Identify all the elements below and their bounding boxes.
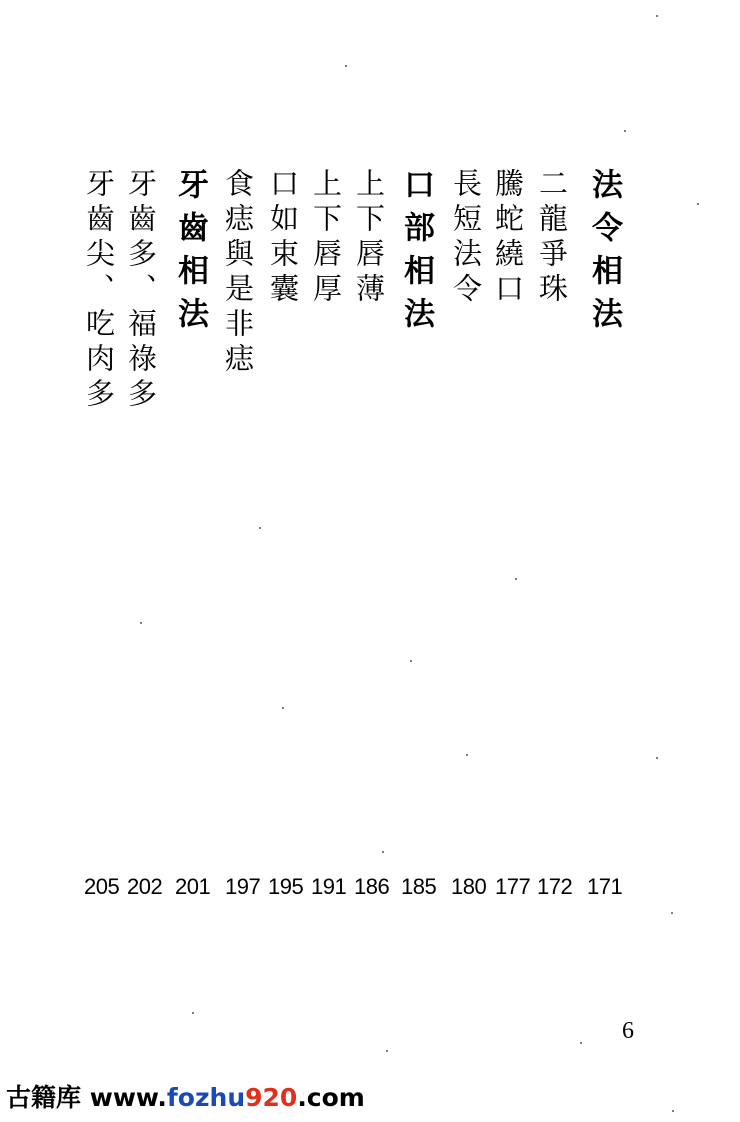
toc-heading-teeth: 牙齒相法 [172, 168, 208, 340]
toc-entry: 騰蛇繞口 [491, 168, 525, 308]
scan-speck [345, 65, 347, 67]
toc-entry: 口如束囊 [266, 168, 300, 308]
toc-page-number: 172 [537, 874, 573, 899]
toc-entry: 二龍爭珠 [535, 168, 569, 308]
scan-speck [382, 851, 384, 853]
url-part1: fozhu [166, 1083, 246, 1112]
toc-entry: 上下唇薄 [352, 168, 386, 308]
watermark-label: 古籍库 [6, 1083, 82, 1112]
toc-entry: 牙齒尖、吃肉多 [82, 168, 116, 413]
scan-speck [671, 912, 673, 914]
url-part2: 920 [245, 1083, 298, 1112]
scan-speck [515, 578, 517, 580]
scan-speck [672, 1110, 674, 1112]
scan-speck [697, 203, 699, 205]
toc-page-number: 205 [84, 874, 120, 899]
toc-page-number: 195 [268, 874, 304, 899]
toc-page-number: 177 [495, 874, 531, 899]
toc-page-number: 202 [127, 874, 163, 899]
url-prefix: www. [89, 1083, 167, 1112]
url-suffix: .com [297, 1083, 365, 1112]
toc-entry: 牙齒多、福祿多 [124, 168, 158, 413]
scan-speck [410, 660, 412, 662]
scan-speck [580, 1042, 582, 1044]
toc-page-number: 191 [311, 874, 347, 899]
toc-page-number: 171 [587, 874, 623, 899]
toc-page-number: 186 [354, 874, 390, 899]
scan-speck [282, 707, 284, 709]
scan-speck [656, 15, 658, 17]
scan-speck [259, 527, 261, 529]
toc-page-number: 197 [225, 874, 261, 899]
toc-entry: 長短法令 [449, 168, 483, 308]
scan-speck [466, 754, 468, 756]
scan-speck [624, 130, 626, 132]
toc-page-number: 201 [175, 874, 211, 899]
watermark [6, 1078, 365, 1114]
toc-heading-falin: 法令相法 [586, 168, 622, 340]
toc-entry: 食痣與是非痣 [221, 168, 255, 378]
scan-speck [656, 757, 658, 759]
folio-number: 6 [622, 1018, 634, 1044]
scan-speck [192, 1012, 194, 1014]
toc-page-number: 185 [401, 874, 437, 899]
scan-speck [386, 1050, 388, 1052]
toc-entry: 上下唇厚 [309, 168, 343, 308]
watermark-url[interactable] [90, 1083, 365, 1112]
scan-speck [140, 622, 142, 624]
toc-page-number: 180 [451, 874, 487, 899]
toc-heading-mouth: 口部相法 [398, 168, 434, 340]
